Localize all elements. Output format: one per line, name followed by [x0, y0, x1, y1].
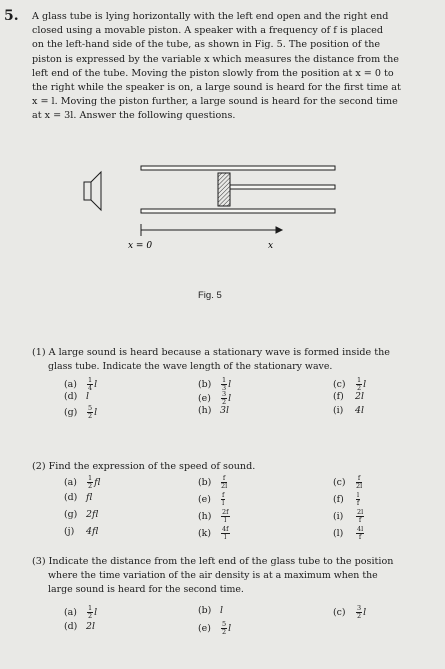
- part2-option: [333, 475, 363, 490]
- x-var-label: x: [268, 241, 274, 251]
- part1-body: glass tube. Indicate the wave length of the stationary wave.: [48, 361, 333, 372]
- fraction-denominator: 2: [222, 628, 227, 636]
- option-value: 4fl: [86, 526, 99, 537]
- option-label: (f): [333, 494, 344, 505]
- intro-line: x = l. Moving the piston further, a large sound is heard for the second time: [32, 96, 398, 108]
- option-value: l: [228, 379, 232, 390]
- part3-option: [64, 605, 97, 620]
- part1-option: [333, 377, 366, 392]
- option-value: l: [228, 393, 232, 404]
- part1-option: [64, 405, 97, 420]
- fraction-denominator: 3: [222, 384, 227, 392]
- option-label: (e): [198, 494, 211, 505]
- option-label: (d): [64, 621, 78, 632]
- option-fraction: [356, 492, 360, 507]
- option-value: 3l: [220, 405, 229, 416]
- fraction-numerator: 3: [357, 604, 362, 612]
- option-fraction: [356, 377, 362, 392]
- fraction-denominator: l: [224, 533, 227, 541]
- x-axis: [141, 224, 282, 236]
- option-label: (i): [333, 511, 344, 522]
- option-fraction: [87, 605, 93, 620]
- option-label: (h): [198, 405, 212, 416]
- option-value: fl: [94, 477, 101, 488]
- part2-option: [333, 526, 365, 541]
- option-label: (j): [64, 526, 75, 537]
- fraction-denominator: f: [358, 533, 362, 541]
- part3-option: [64, 621, 95, 632]
- fraction-denominator: 2: [88, 412, 93, 420]
- option-label: (c): [333, 607, 346, 618]
- option-fraction: [356, 526, 364, 541]
- part2-option: [198, 526, 231, 541]
- part1-option: [198, 377, 231, 392]
- option-label: (b): [198, 379, 212, 390]
- figure-5: [0, 0, 445, 310]
- piston: [218, 173, 335, 206]
- question-number: 5.: [4, 8, 19, 24]
- part2-option: [333, 509, 365, 524]
- option-label: (i): [333, 405, 344, 416]
- part2-option: [64, 475, 100, 490]
- fraction-numerator: 1: [222, 376, 227, 384]
- option-value: fl: [86, 492, 93, 503]
- part3-option: [198, 605, 223, 616]
- option-fraction: [221, 621, 227, 636]
- fraction-numerator: 4l: [357, 525, 364, 533]
- fraction-denominator: 2: [222, 398, 227, 406]
- x-zero-label: x = 0: [128, 241, 153, 251]
- option-fraction: [221, 492, 225, 507]
- part1-title: (1) A large sound is heard because a stationary wave is formed inside the: [32, 347, 390, 358]
- option-label: (d): [64, 391, 78, 402]
- option-fraction: [221, 526, 230, 541]
- intro-line: left end of the tube. Moving the piston slowly from the position at x = 0 to: [32, 67, 394, 79]
- option-label: (g): [64, 407, 78, 418]
- option-fraction: [221, 475, 227, 490]
- part3-body-line: large sound is heard for the second time.: [48, 583, 244, 595]
- fraction-numerator: 1: [88, 604, 93, 612]
- part1-option: [198, 391, 231, 406]
- option-fraction: [356, 475, 362, 490]
- part2-option: [64, 492, 92, 503]
- option-fraction: [356, 509, 364, 524]
- intro-line: on the left-hand side of the tube, as shown in Fig. 5. The position of the: [32, 39, 381, 51]
- part2-option: [198, 492, 226, 507]
- option-label: (g): [64, 509, 78, 520]
- part1-option: [64, 377, 97, 392]
- option-label: (a): [64, 477, 77, 488]
- fraction-denominator: l: [224, 516, 227, 524]
- option-value: l: [220, 605, 223, 616]
- part1-option: [333, 405, 364, 416]
- option-value: 2fl: [86, 509, 99, 520]
- fraction-numerator: 1: [88, 474, 93, 482]
- part2-title: (2) Find the expression of the speed of sound.: [32, 461, 256, 472]
- intro-line: at x = 3l. Answer the following questions.: [32, 110, 236, 122]
- option-value: l: [363, 607, 367, 618]
- fraction-denominator: f: [356, 499, 360, 507]
- fraction-denominator: 2: [88, 482, 93, 490]
- part2-option: [64, 526, 98, 537]
- option-value: 4l: [355, 405, 364, 416]
- option-label: (l): [333, 528, 344, 539]
- option-value: l: [94, 379, 98, 390]
- option-value: l: [86, 391, 89, 402]
- fraction-denominator: 2: [88, 612, 93, 620]
- figure-caption: Fig. 5: [198, 290, 222, 301]
- fraction-denominator: l: [222, 499, 225, 507]
- option-value: l: [363, 379, 367, 390]
- option-label: (e): [198, 393, 211, 404]
- option-value: l: [94, 607, 98, 618]
- intro-line: the right while the speaker is on, a large sound is heard for the first time at: [32, 82, 401, 94]
- part3-body-line: where the time variation of the air density is at a maximum when the: [48, 570, 378, 581]
- option-label: (b): [198, 477, 212, 488]
- part2-option: [198, 509, 231, 524]
- part2-option: [64, 509, 98, 520]
- option-fraction: [87, 405, 93, 420]
- fraction-numerator: 2f: [222, 508, 229, 516]
- fraction-denominator: 2: [357, 612, 362, 620]
- intro-line: piston is expressed by the variable x which measures the distance from the: [32, 53, 399, 65]
- part1-option: [333, 391, 364, 402]
- speaker-icon: [84, 172, 101, 210]
- intro-line: A glass tube is lying horizontally with the left end open and the right end: [32, 11, 389, 22]
- option-label: (d): [64, 492, 78, 503]
- option-value: 2l: [355, 391, 364, 402]
- option-fraction: [221, 509, 230, 524]
- fraction-numerator: 1: [88, 376, 93, 384]
- fraction-denominator: f: [358, 516, 362, 524]
- option-label: (b): [198, 605, 212, 616]
- option-value: l: [228, 623, 232, 634]
- fraction-denominator: 2: [357, 384, 362, 392]
- part1-option: [64, 391, 89, 402]
- fraction-numerator: f: [222, 491, 225, 499]
- fraction-numerator: 2l: [357, 508, 364, 516]
- part3-option: [198, 621, 231, 636]
- fraction-numerator: l: [357, 491, 360, 499]
- option-label: (e): [198, 623, 211, 634]
- option-label: (c): [333, 379, 346, 390]
- fraction-denominator: 2l: [221, 482, 228, 490]
- option-fraction: [87, 475, 93, 490]
- option-label: (f): [333, 391, 344, 402]
- fraction-numerator: f: [357, 474, 361, 482]
- option-fraction: [87, 377, 93, 392]
- fraction-numerator: 3: [222, 390, 227, 398]
- part1-option: [198, 405, 229, 416]
- option-label: (a): [64, 379, 77, 390]
- fraction-denominator: 4: [88, 384, 93, 392]
- option-label: (a): [64, 607, 77, 618]
- part2-option: [333, 492, 361, 507]
- option-value: 2l: [86, 621, 95, 632]
- fraction-denominator: 2l: [356, 482, 363, 490]
- part3-body: [48, 569, 408, 596]
- fraction-numerator: 5: [88, 404, 93, 412]
- option-fraction: [356, 605, 362, 620]
- fraction-numerator: 5: [222, 620, 227, 628]
- fraction-numerator: 1: [357, 376, 362, 384]
- option-fraction: [221, 391, 227, 406]
- fraction-numerator: 4f: [222, 525, 229, 533]
- intro-line: closed using a movable piston. A speaker with a frequency of f is placed: [32, 25, 383, 37]
- option-label: (c): [333, 477, 346, 488]
- option-label: (h): [198, 511, 212, 522]
- option-value: l: [94, 407, 98, 418]
- option-label: (k): [198, 528, 211, 539]
- part2-option: [198, 475, 228, 490]
- part3-title: (3) Indicate the distance from the left end of the glass tube to the position: [32, 556, 394, 567]
- fraction-numerator: f: [222, 474, 226, 482]
- part3-option: [333, 605, 366, 620]
